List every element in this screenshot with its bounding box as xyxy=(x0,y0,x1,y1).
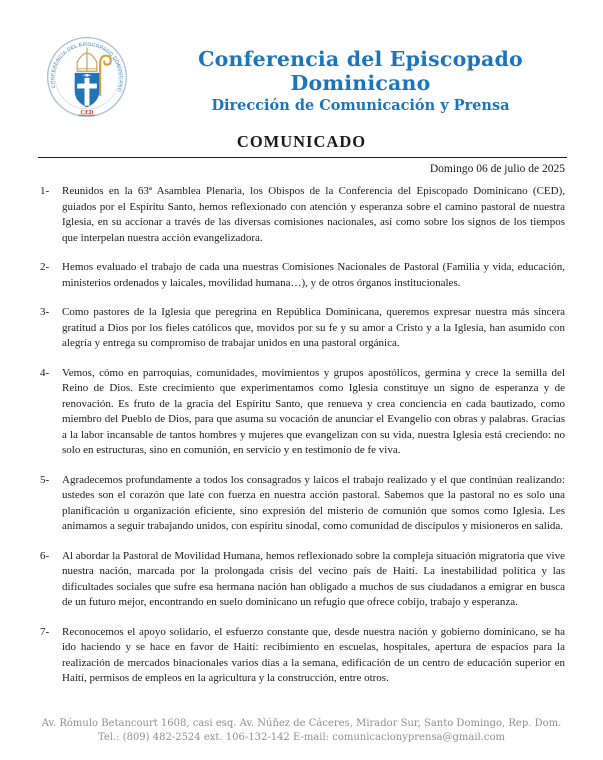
letterhead xyxy=(0,0,603,118)
list-item xyxy=(40,184,565,246)
header-divider xyxy=(38,157,567,158)
communique-body xyxy=(40,184,565,687)
list-item xyxy=(40,260,565,291)
item-text: Como pastores de la Iglesia que peregrina en República Dominicana, queremos expresar nuestra más sincera gratitud a Dios por los fieles católicos que, movidos por su fe y su amor a Cristo y a la Iglesia, han asumido con alegría y entrega su compromiso de trabajar unidos en una pastoral orgánica. xyxy=(62,306,565,349)
organization-name: Conferencia del Episcopado Dominicano xyxy=(198,47,523,95)
item-number: 7- xyxy=(40,625,50,638)
list-item xyxy=(40,366,565,459)
item-number: 4- xyxy=(40,366,50,379)
list-item xyxy=(40,473,565,535)
item-text: Vemos, cómo en parroquias, comunidades, movimientos y grupos apostólicos, germina y crece la semilla del Reino de Dios. Este crecimiento que experimentamos como Iglesia constituye un signo de esperanza y de renovación. Es fruto de la gracia del Espíritu Santo, que renueva y crea conciencia en cada bautizado, como miembro del Pueblo de Dios, para que asuma su vocación de anunciar el Evangelio con obras y palabras. Gracias a la labor incansable de tantos hombres y mujeres que evangelizan con su vida, nuestra Iglesia está creciendo: no solo en estructuras, sino en comunión, en servicio y en testimonio de fe viva. xyxy=(62,366,565,456)
item-number: 3- xyxy=(40,306,50,318)
item-number: 2- xyxy=(40,261,50,273)
item-number: 5- xyxy=(40,473,50,486)
document-title: COMUNICADO xyxy=(236,132,367,151)
footer-contact: Tel.: (809) 482-2524 ext. 106-132-142 E-mail: comunicacionyprensa@gmail.com xyxy=(97,731,506,743)
seal-acronym: CED xyxy=(80,109,94,116)
item-text: Reconocemos el apoyo solidario, el esfuerzo constante que, desde nuestra nación y gobierno dominicano, se ha ido haciendo y se hace en favor de Haití: recibimiento en escuelas, hospitales, apertura de espacios para la realización de mercados binacionales varios días a la semana, edificación de un centro de educación superior en Haití, permisos de empleos en la agricultura y la construcción, entre otros. xyxy=(62,625,565,684)
list-item xyxy=(40,625,565,687)
list-item xyxy=(40,305,565,352)
ced-seal-logo xyxy=(46,36,138,118)
seal-ring-text: CONFERENCIA DEL EPISCOPADO DOMINICANO xyxy=(51,42,123,93)
ced-seal-icon xyxy=(46,36,128,118)
item-text: Agradecemos profundamente a todos los consagrados y laicos el trabajo realizado y el que continúan realizando: ustedes son el corazón que late con fuerza en nuestra acción pastoral. Sabemos que la pastoral no es solo una planificación u organización eficiente, sino expresión del misterio de comunión que somos como Iglesia. Les animamos a seguir trabajando unidos, con espíritu sinodal, como comunidad de discípulos y misioneros en salida. xyxy=(62,473,565,532)
document-date: Domingo 06 de julio de 2025 xyxy=(429,163,565,175)
item-text: Reunidos en la 63ª Asamblea Plenaria, los Obispos de la Conferencia del Episcopado Dominicano (CED), guiados por el Espíritu Santo, hemos reflexionado con atención y esperanza sobre el camino pastoral de nuestra Iglesia, en su accionar a través de las diversas comisiones nacionales, así como sobre los signos de los tiempos que interpelan nuestra acción evangelizadora. xyxy=(62,185,565,244)
footer-address: Av. Rómulo Betancourt 1608, casi esq. Av. Núñez de Cáceres, Mirador Sur, Santo Domingo, Rep. Dom. xyxy=(41,718,562,729)
letterhead-footer xyxy=(0,717,603,744)
item-number: 6- xyxy=(40,549,50,562)
letterhead-text xyxy=(138,36,583,114)
item-text: Hemos evaluado el trabajo de cada una nuestras Comisiones Nacionales de Pastoral (Familia y vida, educación, ministerios ordenados y laicales, movilidad humana…), y de otros órganos institucionales. xyxy=(62,261,565,289)
list-item xyxy=(40,549,565,611)
item-text: Al abordar la Pastoral de Movilidad Humana, hemos reflexionado sobre la compleja situación migratoria que vive nuestra nación, marcada por la prolongada crisis del vecino país de Haití. La inestabilidad política y las dificultades sociales que sufre esa hermana nación han obligado a muchos de sus ciudadanos a emigrar en busca de un futuro mejor, encontrando en suelo dominicano un refugio que ofrece cobijo, trabajo y esperanza. xyxy=(62,549,565,608)
department-name: Dirección de Comunicación y Prensa xyxy=(211,97,510,115)
item-number: 1- xyxy=(40,185,50,197)
